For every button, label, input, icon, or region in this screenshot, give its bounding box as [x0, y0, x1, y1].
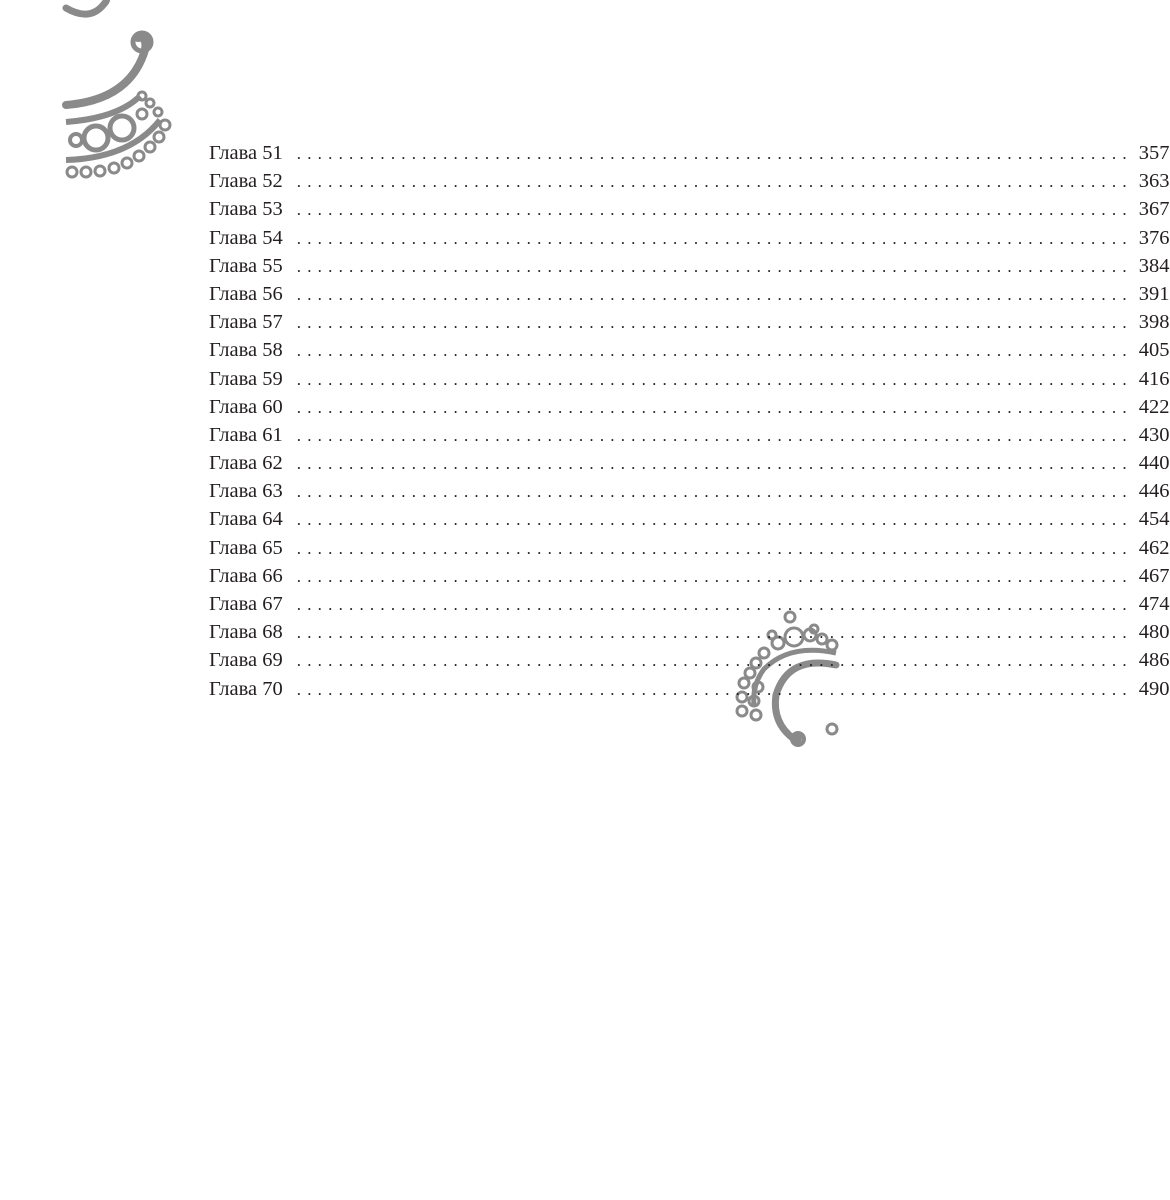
- dot-leader: ................................................................................: [296, 341, 1133, 361]
- dot-leader: ................................................................................: [296, 651, 1133, 671]
- dot-leader: ................................................................................: [296, 313, 1133, 333]
- dot-leader: ................................................................................: [296, 200, 1133, 220]
- toc-entry-label: Глава 62: [209, 452, 283, 475]
- dot-leader: ................................................................................: [296, 144, 1133, 163]
- toc-entry-label: Глава 57: [209, 311, 283, 334]
- toc-entry[interactable]: [209, 195, 1170, 223]
- toc-entry-page: 363: [1138, 170, 1170, 193]
- dot-leader: ................................................................................: [296, 369, 1133, 389]
- dot-leader: ................................................................................: [296, 454, 1133, 474]
- toc-entry[interactable]: [209, 308, 1170, 336]
- toc-entry-label: Глава 64: [209, 508, 283, 531]
- toc-entry[interactable]: [209, 477, 1170, 505]
- toc-entry-page: 486: [1138, 649, 1170, 672]
- toc-entry-page: 367: [1138, 198, 1170, 221]
- toc-entry[interactable]: [209, 562, 1170, 590]
- table-of-contents: [209, 139, 1170, 703]
- toc-entry[interactable]: [209, 449, 1170, 477]
- toc-entry-label: Глава 65: [209, 536, 283, 559]
- toc-entry[interactable]: [209, 618, 1170, 646]
- toc-entry[interactable]: [209, 675, 1170, 703]
- toc-entry-label: Глава 63: [209, 480, 283, 503]
- dot-leader: ................................................................................: [296, 595, 1133, 614]
- dot-leader: ................................................................................: [296, 510, 1133, 530]
- toc-entry[interactable]: [209, 336, 1170, 364]
- toc-entry-label: Глава 70: [209, 677, 283, 700]
- toc-entry[interactable]: [209, 590, 1170, 618]
- toc-entry-label: Глава 61: [209, 423, 283, 446]
- dot-leader: ................................................................................: [296, 256, 1133, 276]
- toc-entry-label: Глава 60: [209, 395, 283, 418]
- toc-entry[interactable]: [209, 252, 1170, 280]
- dot-leader: ................................................................................: [296, 679, 1133, 699]
- dot-leader: ................................................................................: [296, 172, 1133, 192]
- toc-entry-page: 416: [1138, 367, 1170, 390]
- dot-leader: ................................................................................: [296, 284, 1133, 304]
- necklace-ornament-icon: [0, 0, 180, 185]
- toc-entry-page: 490: [1138, 677, 1170, 700]
- toc-entry-page: 384: [1138, 254, 1170, 277]
- toc-entry[interactable]: [209, 280, 1170, 308]
- toc-entry-page: 480: [1138, 621, 1170, 644]
- toc-entry[interactable]: [209, 646, 1170, 674]
- dot-leader: ................................................................................: [296, 538, 1133, 558]
- toc-entry-page: 467: [1138, 564, 1170, 587]
- toc-entry[interactable]: [209, 365, 1170, 393]
- toc-entry-page: 405: [1138, 339, 1170, 362]
- toc-entry-label: Глава 58: [209, 339, 283, 362]
- toc-entry-page: 474: [1138, 593, 1170, 615]
- toc-entry-label: Глава 69: [209, 649, 283, 672]
- toc-entry-label: Глава 51: [209, 142, 283, 164]
- toc-entry-page: 376: [1138, 226, 1170, 249]
- toc-entry[interactable]: [209, 421, 1170, 449]
- toc-entry-page: 398: [1138, 311, 1170, 334]
- toc-entry-page: 454: [1138, 508, 1170, 531]
- toc-entry-label: Глава 55: [209, 254, 283, 277]
- toc-entry-page: 430: [1138, 423, 1170, 446]
- toc-entry-label: Глава 66: [209, 564, 283, 587]
- toc-entry-page: 357: [1138, 142, 1170, 164]
- toc-entry-label: Глава 52: [209, 170, 283, 193]
- toc-entry-page: 391: [1138, 282, 1170, 305]
- dot-leader: ................................................................................: [296, 425, 1133, 445]
- toc-entry[interactable]: [209, 224, 1170, 252]
- toc-entry-page: 446: [1138, 480, 1170, 503]
- dot-leader: ................................................................................: [296, 228, 1133, 248]
- dot-leader: ................................................................................: [296, 623, 1133, 643]
- toc-entry[interactable]: [209, 393, 1170, 421]
- toc-entry-label: Глава 54: [209, 226, 283, 249]
- toc-entry-page: 440: [1138, 452, 1170, 475]
- toc-entry[interactable]: [209, 167, 1170, 195]
- toc-entry-label: Глава 59: [209, 367, 283, 390]
- dot-leader: ................................................................................: [296, 566, 1133, 586]
- toc-entry-label: Глава 67: [209, 593, 283, 615]
- toc-entry-label: Глава 53: [209, 198, 283, 221]
- toc-entry-page: 462: [1138, 536, 1170, 559]
- toc-entry-page: 422: [1138, 395, 1170, 418]
- toc-entry-label: Глава 56: [209, 282, 283, 305]
- toc-entry[interactable]: [209, 139, 1170, 167]
- dot-leader: ................................................................................: [296, 397, 1133, 417]
- toc-entry-label: Глава 68: [209, 621, 283, 644]
- toc-entry[interactable]: [209, 534, 1170, 562]
- dot-leader: ................................................................................: [296, 482, 1133, 502]
- toc-entry[interactable]: [209, 505, 1170, 533]
